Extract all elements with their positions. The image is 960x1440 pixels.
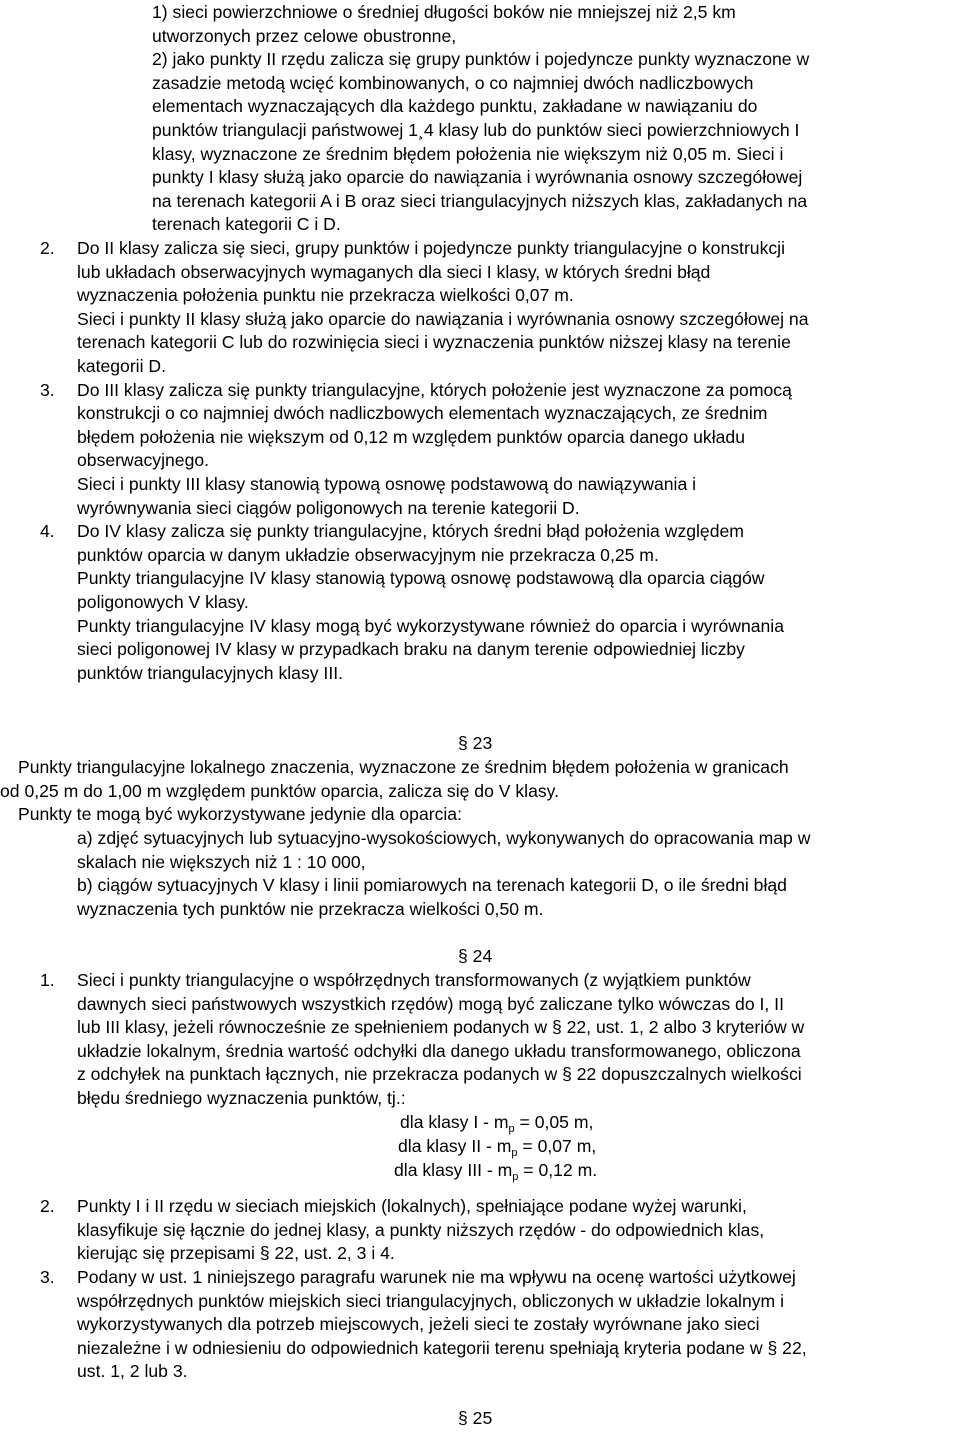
text-line: lub III klasy, jeżeli równocześnie ze spełnieniem podanych w § 22, ust. 1, 2 albo 3 kryteriów w [77, 1017, 805, 1037]
item-number: 2. [40, 1196, 55, 1216]
text-line: punktów oparcia w danym układzie obserwacyjnym nie przekracza 0,25 m. [77, 545, 659, 565]
text-line: 2) jako punkty II rzędu zalicza się grupy punktów i pojedyncze punkty wyznaczone w [152, 49, 810, 69]
text-line: na terenach kategorii A i B oraz sieci triangulacyjnych niższych klas, zakładanych na [152, 191, 808, 211]
item-number: 3. [40, 1267, 55, 1287]
text-line: klasy, wyznaczone ze średnim błędem położenia nie większym niż 0,05 m. Sieci i [152, 144, 784, 164]
formula-line: dla klasy $I - m_p = 0,05$ m, [400, 1112, 594, 1135]
text-line: terenach kategorii C i D. [152, 214, 341, 234]
text-line: wyznaczenia położenia punktu nie przekracza wielkości 0,07 m. [77, 285, 574, 305]
text-line: Do II klasy zalicza się sieci, grupy punktów i pojedyncze punkty triangulacyjne o konstrukcji [77, 238, 785, 258]
text-line: Punkty triangulacyjne IV klasy stanowią typową osnowę podstawową dla oparcia ciągów [77, 568, 765, 588]
text-line: Podany w ust. 1 niniejszego paragrafu warunek nie ma wpływu na ocenę wartości użytkowej [77, 1267, 796, 1287]
text-line: elementach wyznaczających dla każdego punktu, zakładane w nawiązaniu do [152, 96, 758, 116]
text-line: utworzonych przez celowe obustronne, [152, 26, 457, 46]
text-line: klasyfikuje się łącznie do jednej klasy, a punkty niższych rzędów - do odpowiednich klas, [77, 1220, 765, 1240]
text-line: konstrukcji o co najmniej dwóch nadliczbowych elementach wyznaczających, ze średnim [77, 403, 768, 423]
text-line: Punkty I i II rzędu w sieciach miejskich (lokalnych), spełniające podane wyżej warunki, [77, 1196, 747, 1216]
text-line: wyznaczenia tych punktów nie przekracza wielkości 0,50 m. [77, 899, 544, 919]
text-line: Sieci i punkty II klasy służą jako oparcie do nawiązania i wyrównania osnowy szczegółowej na [77, 309, 809, 329]
text-line: błędu średniego wyznaczenia punktów, tj.: [77, 1088, 406, 1108]
text-line: współrzędnych punktów miejskich sieci triangulacyjnych, obliczonych w układzie lokalnym i [77, 1291, 784, 1311]
formula-line: dla klasy III - $m_p = 0,12$ m. [394, 1160, 598, 1183]
text-line: Punkty triangulacyjne IV klasy mogą być wykorzystywane również do oparcia i wyrównania [77, 616, 784, 636]
text-line: układzie lokalnym, średnia wartość odchyłki dla danego układu transformowanego, obliczona [77, 1041, 801, 1061]
text-line: od 0,25 m do 1,00 m względem punktów oparcia, zalicza się do V klasy. [0, 781, 560, 801]
text-line: Sieci i punkty III klasy stanowią typową osnowę podstawową do nawiązywania i [77, 474, 697, 494]
text-line: Punkty te mogą być wykorzystywane jedynie dla oparcia: [18, 804, 462, 824]
item-number: 3. [40, 380, 55, 400]
text-line: punktów triangulacji państwowej 1¸4 klasy lub do punktów sieci powierzchniowych I [152, 120, 800, 140]
text-line: poligonowych V klasy. [77, 592, 249, 612]
item-number: 1. [40, 970, 55, 990]
formula-line: dla klasy II - $m_p = 0,07$ m, [398, 1136, 597, 1159]
text-line: Sieci i punkty triangulacyjne o współrzędnych transformowanych (z wyjątkiem punktów [77, 970, 751, 990]
text-line: zasadzie metodą wcięć kombinowanych, o co najmniej dwóch nadliczbowych [152, 73, 754, 93]
text-line: Punkty triangulacyjne lokalnego znaczenia, wyznaczone ze średnim błędem położenia w granicach [18, 757, 789, 777]
item-number: 4. [40, 521, 55, 541]
text-line: punktów triangulacyjnych klasy III. [77, 663, 343, 683]
text-line: skalach nie większych niż 1 : 10 000, [77, 852, 366, 872]
text-line: terenach kategorii C lub do rozwinięcia sieci i wyznaczenia punktów niższej klasy na terenie [77, 332, 791, 352]
text-line: Do III klasy zalicza się punkty triangulacyjne, których położenie jest wyznaczone za pomocą [77, 380, 792, 400]
section-heading-24: § 24 [458, 946, 493, 966]
text-line: Do IV klasy zalicza się punkty triangulacyjne, których średni błąd położenia względem [77, 521, 744, 541]
text-line: błędem położenia nie większym od 0,12 m względem punktów oparcia danego układu [77, 427, 745, 447]
text-line: punkty I klasy służą jako oparcie do nawiązania i wyrównania osnowy szczegółowej [152, 167, 803, 187]
text-line: a) zdjęć sytuacyjnych lub sytuacyjno-wysokościowych, wykonywanych do opracowania map w [77, 828, 811, 848]
text-line: wyrównywania sieci ciągów poligonowych na terenie kategorii D. [77, 498, 580, 518]
text-line: z odchyłek na punktach łącznych, nie przekracza podanych w § 22 dopuszczalnych wielkości [77, 1064, 802, 1084]
text-line: 1) sieci powierzchniowe o średniej długości boków nie mniejszej niż 2,5 km [152, 2, 736, 22]
section-heading-23: § 23 [458, 733, 493, 753]
text-line: kategorii D. [77, 356, 166, 376]
text-line: sieci poligonowej IV klasy w przypadkach braku na danym terenie odpowiedniej liczby [77, 639, 745, 659]
text-line: dawnych sieci państwowych wszystkich rzędów) mogą być zaliczane tylko wówczas do I, II [77, 994, 784, 1014]
text-line: b) ciągów sytuacyjnych V klasy i linii pomiarowych na terenach kategorii D, o ile średni błąd [77, 875, 787, 895]
item-number: 2. [40, 238, 55, 258]
text-line: niezależne i w odniesieniu do odpowiednich kategorii terenu spełniają kryteria podane w § 22, [77, 1338, 807, 1358]
section-heading-25: § 25 [458, 1408, 493, 1428]
text-line: kierując się przepisami § 22, ust. 2, 3 i 4. [77, 1243, 395, 1263]
text-line: obserwacyjnego. [77, 450, 210, 470]
text-line: ust. 1, 2 lub 3. [77, 1361, 188, 1381]
text-line: lub układach obserwacyjnych wymaganych dla sieci I klasy, w których średni błąd [77, 262, 711, 282]
text-line: wykorzystywanych dla potrzeb miejscowych, jeżeli sieci te zostały wyrównane jako sieci [77, 1314, 760, 1334]
